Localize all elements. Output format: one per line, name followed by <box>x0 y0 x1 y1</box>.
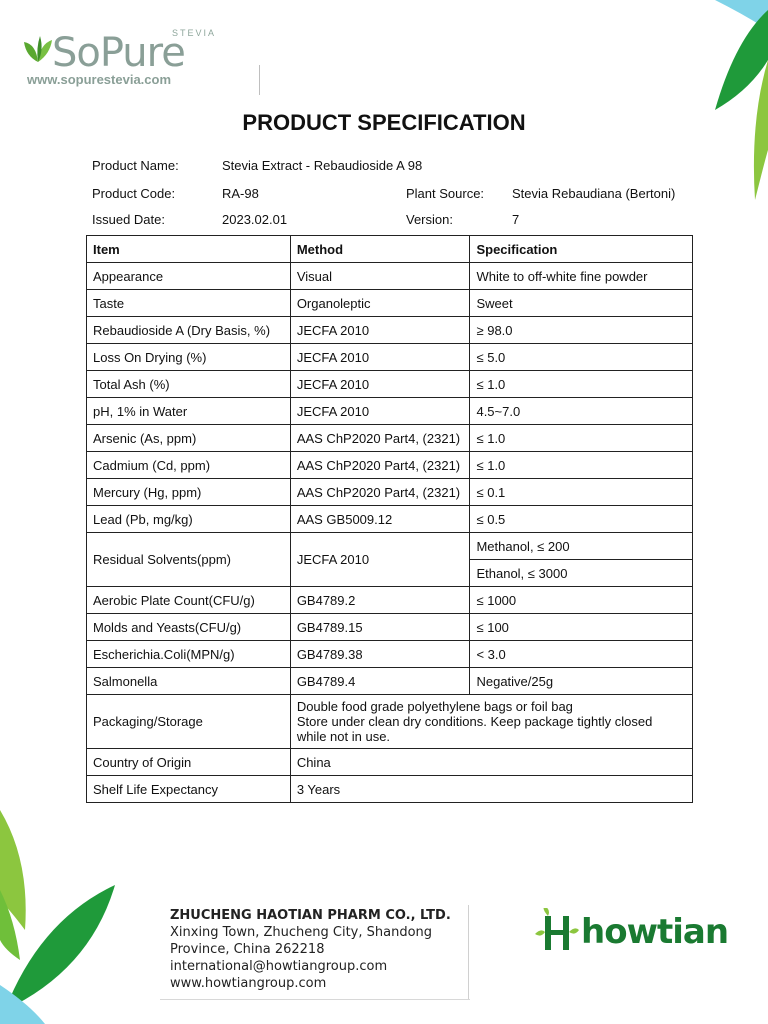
company-name: ZHUCHENG HAOTIAN PHARM CO., LTD. <box>170 908 451 923</box>
table-row <box>87 425 693 452</box>
cell-method: AAS ChP2020 Part4, (2321) <box>290 452 470 479</box>
cell-item: Residual Solvents(ppm) <box>87 533 291 587</box>
cell-spec: ≤ 0.1 <box>470 479 693 506</box>
table-row <box>87 614 693 641</box>
cell-spec: ≤ 0.5 <box>470 506 693 533</box>
cell-item: Appearance <box>87 263 291 290</box>
cell-method: AAS GB5009.12 <box>290 506 470 533</box>
table-row <box>87 317 693 344</box>
table-row <box>87 506 693 533</box>
table-row <box>87 290 693 317</box>
footer-divider-vertical <box>468 905 469 1000</box>
cell-method: JECFA 2010 <box>290 398 470 425</box>
header-specification: Specification <box>470 236 693 263</box>
cell-method: GB4789.38 <box>290 641 470 668</box>
cell-item: Lead (Pb, mg/kg) <box>87 506 291 533</box>
version-value: 7 <box>512 212 520 227</box>
cell-item: Salmonella <box>87 668 291 695</box>
cell-method: AAS ChP2020 Part4, (2321) <box>290 425 470 452</box>
table-row <box>87 668 693 695</box>
sopure-logo <box>22 26 262 96</box>
cell-spec: ≥ 98.0 <box>470 317 693 344</box>
company-website: www.howtiangroup.com <box>170 976 327 991</box>
header-item: Item <box>87 236 291 263</box>
product-code-value: RA-98 <box>222 186 259 201</box>
cell-method: JECFA 2010 <box>290 344 470 371</box>
table-row <box>87 344 693 371</box>
cell-item: Cadmium (Cd, ppm) <box>87 452 291 479</box>
cell-spec: < 3.0 <box>470 641 693 668</box>
cell-item: Mercury (Hg, ppm) <box>87 479 291 506</box>
cell-item: pH, 1% in Water <box>87 398 291 425</box>
version-label: Version: <box>406 212 453 227</box>
company-address-line-1: Xinxing Town, Zhucheng City, Shandong <box>170 925 433 940</box>
cell-item: Total Ash (%) <box>87 371 291 398</box>
cell-packaging-detail <box>290 695 692 749</box>
header-divider <box>259 65 260 95</box>
page-title: PRODUCT SPECIFICATION <box>242 110 526 135</box>
cell-spec-methanol: Methanol, ≤ 200 <box>470 533 693 560</box>
logo-tagline: STEVIA <box>172 28 217 38</box>
issued-date-value: 2023.02.01 <box>222 212 288 227</box>
cell-spec-ethanol: Ethanol, ≤ 3000 <box>470 560 693 587</box>
cell-spec: Sweet <box>470 290 693 317</box>
specification-table <box>86 235 693 803</box>
company-address-line-2: Province, China 262218 <box>170 942 325 957</box>
cell-spec: ≤ 1000 <box>470 587 693 614</box>
cell-spec: ≤ 5.0 <box>470 344 693 371</box>
table-row-shelf-life <box>87 776 693 803</box>
cell-item: Rebaudioside A (Dry Basis, %) <box>87 317 291 344</box>
product-code-label: Product Code: <box>92 186 176 201</box>
cell-spec: ≤ 1.0 <box>470 371 693 398</box>
table-header-row <box>87 236 693 263</box>
cell-shelf-life-value: 3 Years <box>290 776 692 803</box>
table-row <box>87 371 693 398</box>
cell-item: Packaging/Storage <box>87 695 291 749</box>
cell-method: GB4789.15 <box>290 614 470 641</box>
table-row-origin <box>87 749 693 776</box>
cell-method: GB4789.4 <box>290 668 470 695</box>
header-method: Method <box>290 236 470 263</box>
packaging-line-1: Double food grade polyethylene bags or foil bag <box>296 699 573 714</box>
footer-divider-horizontal <box>160 999 470 1000</box>
table-row <box>87 587 693 614</box>
cell-item: Arsenic (As, ppm) <box>87 425 291 452</box>
plant-source-label: Plant Source: <box>406 186 485 201</box>
top-right-leaf-decoration <box>655 0 768 200</box>
cell-spec: ≤ 1.0 <box>470 452 693 479</box>
cell-method: JECFA 2010 <box>290 371 470 398</box>
logo-url: www.sopurestevia.com <box>27 72 172 87</box>
cell-item: Loss On Drying (%) <box>87 344 291 371</box>
howtian-leaf-icon <box>535 908 581 954</box>
cell-method: JECFA 2010 <box>290 533 470 587</box>
plant-source-value: Stevia Rebaudiana (Bertoni) <box>512 186 676 201</box>
packaging-line-3: while not in use. <box>296 729 391 744</box>
cell-item: Country of Origin <box>87 749 291 776</box>
packaging-line-2: Store under clean dry conditions. Keep package tightly closed <box>296 714 653 729</box>
howtian-brand-text: howtian <box>581 912 729 952</box>
cell-spec: 4.5~7.0 <box>470 398 693 425</box>
table-row <box>87 641 693 668</box>
cell-item: Shelf Life Expectancy <box>87 776 291 803</box>
cell-origin-value: China <box>290 749 692 776</box>
cell-method: GB4789.2 <box>290 587 470 614</box>
cell-method: JECFA 2010 <box>290 317 470 344</box>
logo-brand-text: SoPure <box>52 30 185 76</box>
cell-spec: ≤ 100 <box>470 614 693 641</box>
stevia-leaf-icon <box>22 36 54 64</box>
table-row <box>87 263 693 290</box>
cell-spec: White to off-white fine powder <box>470 263 693 290</box>
table-row <box>87 398 693 425</box>
bottom-left-leaf-decoration <box>0 810 120 1024</box>
cell-method: Visual <box>290 263 470 290</box>
cell-item: Escherichia.Coli(MPN/g) <box>87 641 291 668</box>
company-email: international@howtiangroup.com <box>170 959 388 974</box>
cell-item: Aerobic Plate Count(CFU/g) <box>87 587 291 614</box>
table-row-packaging <box>87 695 693 749</box>
table-row <box>87 479 693 506</box>
cell-spec: Negative/25g <box>470 668 693 695</box>
table-row <box>87 452 693 479</box>
cell-method: Organoleptic <box>290 290 470 317</box>
issued-date-label: Issued Date: <box>92 212 165 227</box>
cell-item: Taste <box>87 290 291 317</box>
product-name-label: Product Name: <box>92 158 179 173</box>
cell-method: AAS ChP2020 Part4, (2321) <box>290 479 470 506</box>
cell-item: Molds and Yeasts(CFU/g) <box>87 614 291 641</box>
product-name-value: Stevia Extract - Rebaudioside A 98 <box>222 158 423 173</box>
table-row-solvents <box>87 533 693 560</box>
cell-spec: ≤ 1.0 <box>470 425 693 452</box>
company-contact-block <box>170 907 451 992</box>
